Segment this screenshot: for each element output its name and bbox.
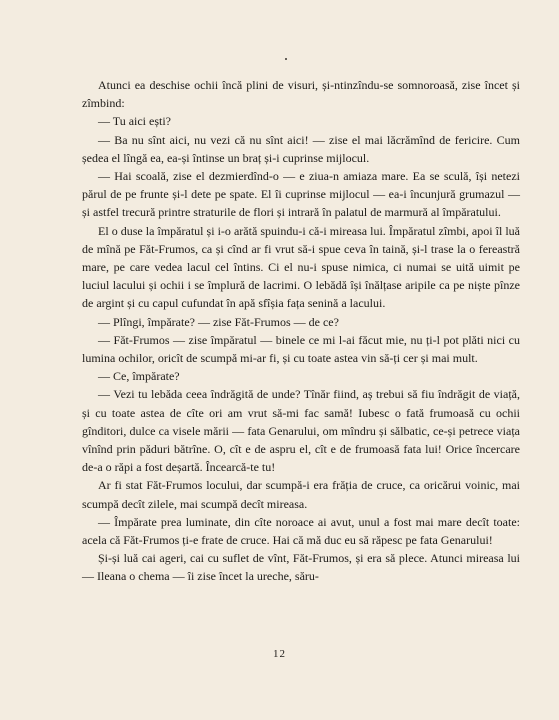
paragraph: Ar fi stat Făt-Frumos locului, dar scumpă-i era frăția de cruce, ca oricărui voinic, mai scumpă decît zilele, mai scumpă decît mireasa. xyxy=(82,478,520,511)
paragraph: El o duse la împăratul și i-o arătă spuindu-i că-i mireasa lui. Împăratul zîmbi, apoi îl luă de mînă pe Făt-Frumos, ca și cînd ar fi vrut să-i spue ceva în taină, și-l trase la o fereastră mare, pe care vedea lacul cel întins. Ci el nu-i spuse nimica, ci numai se uită uimit pe luciul lacului și ochii i se împlură de lacrimi. O lebădă își înălțase aripile ca pe niște pînze de argint și cu capul cufundat în apă sfîșia fața senină a lacului. xyxy=(82,223,520,311)
paragraph: — Împărate prea luminate, din cîte noroace ai avut, unul a fost mai mare decît toate: acela că Făt-Frumos ți-e frate de cruce. Hai că mă duc eu să răpesc pe fata Genarului! xyxy=(82,514,520,548)
page-mark xyxy=(285,58,287,60)
paragraph: — Vezi tu lebăda ceea îndrăgită de unde? Tînăr fiind, aș trebui să fiu îndrăgit de viață, și cu toate astea de cîte ori am vrut să-mi fac samă! Iubesc o fată frumoasă cu ochii gînditori, dulce ca visele mării — fata Genarului, om mîndru și sălbatic, ce-și petrece viața vînînd prin păduri bătrîne. O, cît e de aspru el, cît e de frumoasă fata lui! Orice încercare de-a o răpi a fost deșartă. Încearcă-te tu! xyxy=(82,387,520,475)
paragraph: Și-și luă cai ageri, cai cu suflet de vînt, Făt-Frumos, și era să plece. Atunci mireasa lui — Ileana o chema — îi zise încet la ureche, săru- xyxy=(82,551,520,584)
paragraph: — Ba nu sînt aici, nu vezi că nu sînt aici! — zise el mai lăcrămînd de fericire. Cum ședea el lîngă ea, ea-și întinse un braț și-i cuprinse mijlocul. xyxy=(82,132,520,165)
paragraph: — Hai scoală, zise el dezmierdînd-o — e ziua-n amiaza mare. Ea se sculă, își netezi părul de pe frunte și-l dete pe spate. El îi cuprinse mijlocul — ea-i încunjură grumazul — și astfel trecură printre straturile de flori și intrară în palatul de marmură al împăratului. xyxy=(82,169,520,220)
paragraph: — Făt-Frumos — zise împăratul — binele ce mi l-ai făcut mie, nu ți-l pot plăti nici cu lumina ochilor, oricît de scumpă mi-ar fi, și cu toate astea vin să-ți cer și mai mult. xyxy=(82,332,520,366)
page-number: 12 xyxy=(273,648,286,660)
paragraph: — Tu aici ești? xyxy=(98,114,172,129)
paragraph: — Plîngi, împărate? — zise Făt-Frumos — de ce? xyxy=(98,314,339,329)
paragraph: Atunci ea deschise ochii încă plini de visuri, și-ntinzîndu-se somnoroasă, zise încet și zîmbind: xyxy=(82,78,520,111)
paragraph: — Ce, împărate? xyxy=(98,369,180,384)
body-text xyxy=(82,76,520,586)
